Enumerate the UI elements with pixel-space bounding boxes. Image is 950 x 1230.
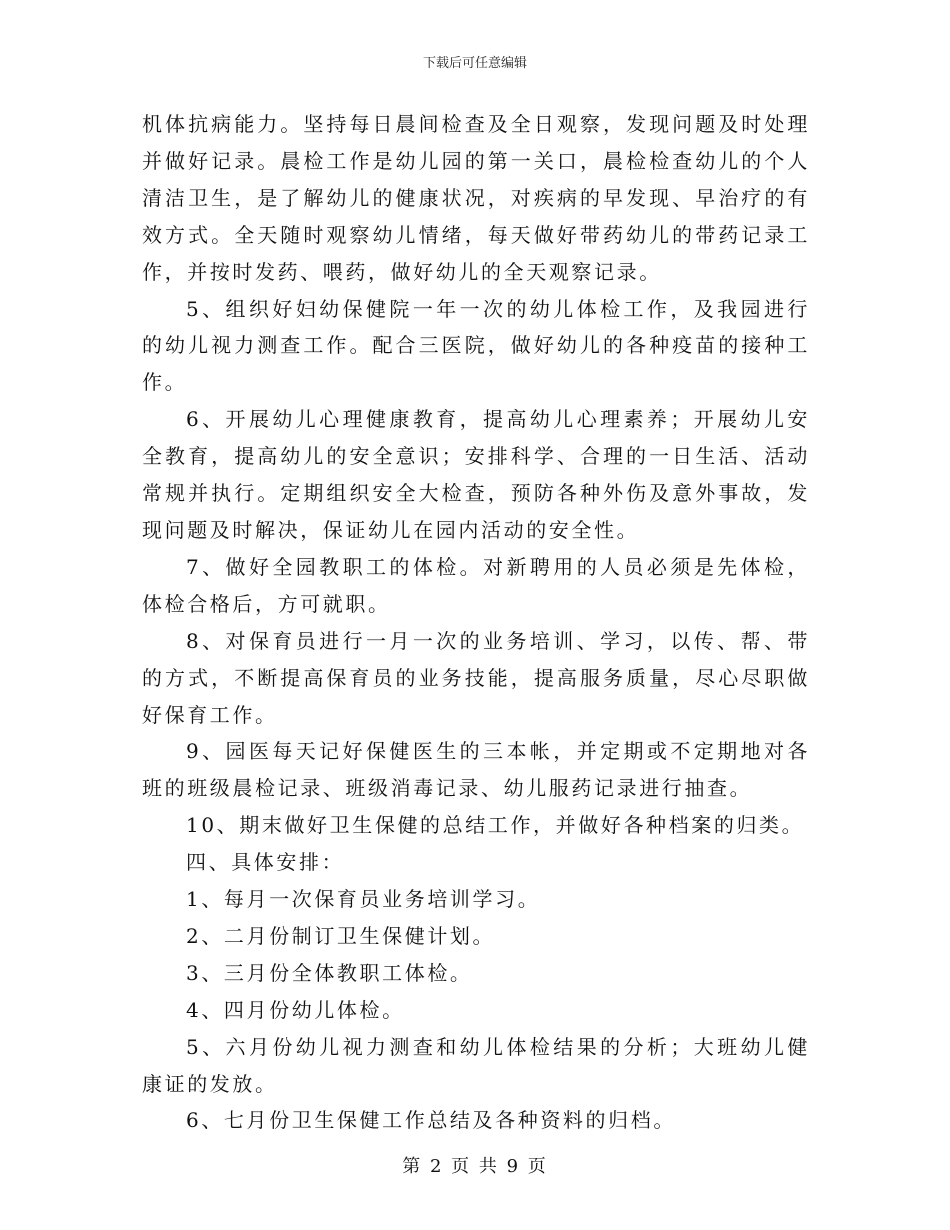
schedule-item-6: 6、七月份卫生保健工作总结及各种资料的归档。: [186, 1108, 676, 1133]
list-item-6: 6、开展幼儿心理健康教育，提高幼儿心理素养；开展幼儿安全教育，提高幼儿的安全意识；安排科学、合理的一日生活、活动常规并执行。定期组织安全大检查，预防各种外伤及意外事故，发现问题及时解决，保证幼儿在园内活动的安全性。: [142, 407, 810, 542]
list-item-9: 9、园医每天记好保健医生的三本帐，并定期或不定期地对各班的班级晨检记录、班级消毒记录、幼儿服药记录进行抽查。: [142, 739, 810, 801]
schedule-item-1: 1、每月一次保育员业务培训学习。: [186, 887, 541, 912]
list-item-8: 8、对保育员进行一月一次的业务培训、学习，以传、帮、带的方式，不断提高保育员的业务技能，提高服务质量，尽心尽职做好保育工作。: [142, 628, 810, 727]
schedule-item-2: 2、二月份制订卫生保健计划。: [186, 923, 496, 948]
section-heading: 四、具体安排：: [186, 850, 345, 875]
page-number-footer: 第 2 页 共 9 页: [402, 1156, 548, 1177]
list-item-5: 5、组织好妇幼保健院一年一次的幼儿体检工作，及我园进行的幼儿视力测查工作。配合三医院，做好幼儿的各种疫苗的接种工作。: [142, 296, 810, 395]
schedule-item-3: 3、三月份全体教职工体检。: [186, 960, 473, 985]
page-header: 下载后可任意编辑: [422, 56, 527, 71]
schedule-item-5: 5、六月份幼儿视力测查和幼儿体检结果的分析；大班幼儿健康证的发放。: [142, 1034, 810, 1096]
list-item-7: 7、做好全园教职工的体检。对新聘用的人员必须是先体检，体检合格后，方可就职。: [142, 554, 810, 616]
paragraph-continuation: 机体抗病能力。坚持每日晨间检查及全日观察，发现问题及时处理并做好记录。晨检工作是幼儿园的第一关口，晨检检查幼儿的个人清洁卫生，是了解幼儿的健康状况，对疾病的早发现、早治疗的有效方式。全天随时观察幼儿情绪，每天做好带药幼儿的带药记录工作，并按时发药、喂药，做好幼儿的全天观察记录。: [142, 112, 810, 284]
schedule-item-4: 4、四月份幼儿体检。: [186, 997, 405, 1022]
list-item-10: 10、期末做好卫生保健的总结工作，并做好各种档案的归类。: [186, 813, 805, 838]
document-body: [142, 106, 810, 1139]
